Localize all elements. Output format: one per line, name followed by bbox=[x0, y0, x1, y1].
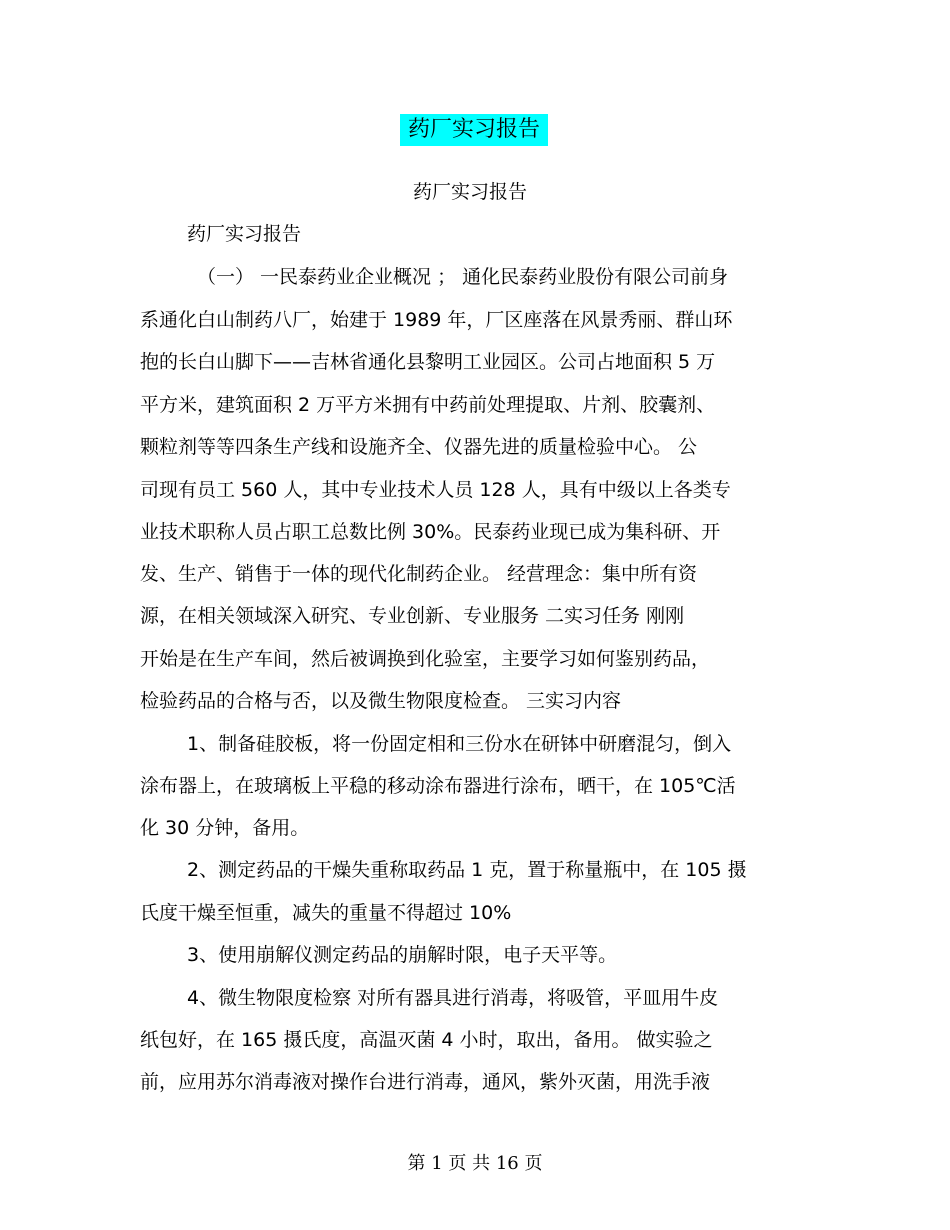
paragraph-line: 氏度干燥至恒重，减失的重量不得超过 10% bbox=[140, 902, 512, 924]
paragraph-line: 抱的长白山脚下——吉林省通化县黎明工业园区。公司占地面积 5 万 bbox=[140, 351, 716, 373]
paragraph-line: 发、生产、销售于一体的现代化制药企业。 经营理念：集中所有资 bbox=[140, 563, 698, 585]
paragraph-line: 3、使用崩解仪测定药品的崩解时限，电子天平等。 bbox=[187, 944, 618, 966]
page-footer: 第 1 页 共 16 页 bbox=[407, 1153, 543, 1174]
paragraph-line: 2、测定药品的干燥失重称取药品 1 克，置于称量瓶中，在 105 摄 bbox=[187, 859, 747, 881]
paragraph-line: （一） 一民泰药业企业概况 ； 通化民泰药业股份有限公司前身 bbox=[197, 266, 729, 288]
paragraph-line: 4、微生物限度检察 对所有器具进行消毒，将吸管，平皿用牛皮 bbox=[187, 987, 719, 1009]
document-title: 药厂实习报告 bbox=[407, 117, 540, 142]
paragraph-line: 检验药品的合格与否，以及微生物限度检查。 三实习内容 bbox=[140, 690, 622, 712]
paragraph-line: 1、制备硅胶板，将一份固定相和三份水在研钵中研磨混匀，倒入 bbox=[187, 733, 732, 755]
paragraph-line: 前，应用苏尔消毒液对操作台进行消毒，通风，紫外灭菌，用洗手液 bbox=[140, 1071, 711, 1093]
paragraph-line: 开始是在生产车间，然后被调换到化验室，主要学习如何鉴别药品， bbox=[140, 648, 711, 670]
document-subtitle: 药厂实习报告 bbox=[412, 181, 527, 203]
paragraph-line: 涂布器上，在玻璃板上平稳的移动涂布器进行涂布，晒干，在 105℃活 bbox=[140, 775, 736, 797]
paragraph-line: 系通化白山制药八厂，始建于 1989 年，厂区座落在风景秀丽、群山环 bbox=[140, 309, 733, 331]
paragraph-line: 化 30 分钟，备用。 bbox=[140, 817, 310, 839]
paragraph-line: 司现有员工 560 人，其中专业技术人员 128 人，具有中级以上各类专 bbox=[140, 479, 731, 501]
paragraph-line: 纸包好，在 165 摄氏度，高温灭菌 4 小时，取出，备用。 做实验之 bbox=[140, 1029, 713, 1051]
paragraph-line: 颗粒剂等等四条生产线和设施齐全、仪器先进的质量检验中心。 公 bbox=[140, 436, 698, 458]
heading-line: 药厂实习报告 bbox=[187, 223, 302, 245]
paragraph-line: 源，在相关领域深入研究、专业创新、专业服务 二实习任务 刚刚 bbox=[140, 605, 685, 627]
paragraph-line: 平方米，建筑面积 2 万平方米拥有中药前处理提取、片剂、胶囊剂、 bbox=[140, 394, 716, 416]
paragraph-line: 业技术职称人员占职工总数比例 30%。民泰药业现已成为集科研、开 bbox=[140, 521, 721, 543]
